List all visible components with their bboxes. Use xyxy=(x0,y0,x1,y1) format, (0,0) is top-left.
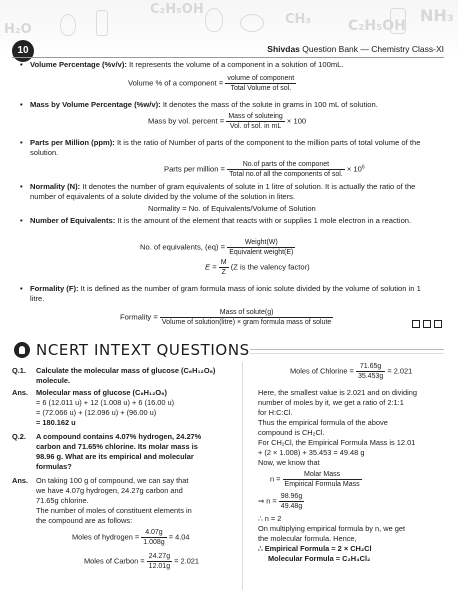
fraction: $\frac{98.96g}{49.48g}$ xyxy=(280,493,303,510)
paragraph: Here, the smallest value is 2.021 and on dividing number of moles by it, we get a ratio of 2:1:1 for H:C:Cl. Thus the empirical formula of the above compound is CH₂Cl. For CH₂Cl, the Empirical Formula Mass is 12.01 + (2 × 1.008) + 35.453 = 49.48 g Now, we know that xyxy=(258,388,417,467)
section-rule xyxy=(250,349,444,350)
page-number: 10 xyxy=(12,40,34,62)
fraction: $\frac{4.07g}{1.008g}$ xyxy=(143,529,165,546)
term: Normality (N): xyxy=(30,182,81,191)
equation: n = $\frac{\text{Molar Mass}}{\text{Empirical Formula Mass}}$ xyxy=(270,471,360,488)
header-decoration: H₂O xyxy=(4,22,32,37)
term: Parts per Million (ppm): xyxy=(30,138,115,147)
test-tube-icon xyxy=(390,8,406,34)
result: ∴ n = 2 xyxy=(258,514,282,523)
term: Formality (F): xyxy=(30,284,79,293)
term: Mass by Volume Percentage (%w/v): xyxy=(30,100,161,109)
right-column xyxy=(258,362,450,564)
def-equivalents: • Number of Equivalents: It is the amount of the element that reacts with or supplies 1 mole electron in a reaction. xyxy=(20,216,412,225)
answer-label: Ans. xyxy=(12,476,29,485)
equation: E = $\frac{M}{Z}$ (Z is the valency factor) xyxy=(205,259,310,276)
equation: ⇒ n = $\frac{98.96g}{49.48g}$ xyxy=(258,493,303,510)
section-rule xyxy=(250,353,444,354)
column-divider xyxy=(242,362,243,590)
answer-1: Ans. Molecular mass of glucose (C₆H₁₂O₆) = 6 (12.011 u) + 12 (1.008 u) + 6 (16.00 u) = (72.066 u) + (12.096 u) + (96.00 u) = 180.162 u xyxy=(12,388,175,427)
test-tube-icon xyxy=(96,10,108,36)
paragraph: On multiplying empirical formula by n, we get the molecular formula. Hence, xyxy=(258,524,406,543)
def-normality: • Normality (N): It denotes the number of gram equivalents of solute in 1 litre of solution. It is actually the ratio of the number of equivalents of a solute divided by the volume of the solution in liters. xyxy=(20,182,416,202)
def-volume-percentage: • Volume Percentage (%v/v): It represents the volume of a component in a solution of 100mL. xyxy=(20,60,344,69)
fraction: $\frac{\text{Mass of solute(g)}}{\text{Volume of solution(litre) × gram formula mass of solute}}$ xyxy=(161,309,332,326)
question-2 xyxy=(12,432,240,476)
def-ppm: • Parts per Million (ppm): It is the ratio of Number of parts of the component to the million parts of total volume of the solution. xyxy=(20,138,421,158)
fraction: $\frac{\text{No.of parts of the componet}}{\text{Total no.of all the components of sol.}}$ xyxy=(229,161,343,178)
flask-icon xyxy=(205,8,223,32)
fraction: $\frac{\text{Mass of soluteing}}{\text{Vol. of sol. in mL}}$ xyxy=(228,113,283,130)
definition-text: It is the ratio of Number of parts of the component to the million parts of total volume of the solution. xyxy=(30,138,421,158)
question-text: A compound contains 4.07% hydrogen, 24.27% carbon and 71.65% chlorine. Its molar mass is 98.96 g. What are its empirical and molecular formulas? xyxy=(36,432,202,471)
term: Number of Equivalents: xyxy=(30,216,116,225)
fraction: $\frac{\text{Molar Mass}}{\text{Empirical Formula Mass}}$ xyxy=(284,471,360,488)
definition-text: It represents the volume of a component in a solution of 100mL. xyxy=(129,60,344,69)
section-heading xyxy=(12,340,444,362)
question-label: Q.2. xyxy=(12,432,26,441)
end-marker-square xyxy=(412,320,420,328)
answer-label: Ans. xyxy=(12,388,29,397)
def-formality: • Formality (F): It is defined as the number of gram formula mass of ionic solute divided by the volume of solution in 1 litre. xyxy=(20,284,421,304)
fraction: $\frac{24.27g}{12.01g}$ xyxy=(148,553,171,570)
ncert-logo-icon xyxy=(14,342,30,358)
definition-text: It is the amount of the element that reacts with or supplies 1 mole electron in a reaction. xyxy=(117,216,412,225)
header-decoration: C₂H₅OH xyxy=(348,18,406,34)
fraction: $\frac{71.65g}{35.453g}$ xyxy=(357,363,384,380)
question-1 xyxy=(12,366,240,388)
def-mass-by-volume: • Mass by Volume Percentage (%w/v): It denotes the mass of the solute in grams in 100 mL of solution. xyxy=(20,100,378,109)
beaker-icon xyxy=(240,14,264,32)
left-column xyxy=(12,366,240,576)
header-decoration: C₂H₅OH xyxy=(150,2,204,17)
question-text: Calculate the molecular mass of glucose (C₆H₁₂O₆) molecule. xyxy=(36,366,216,385)
header-decoration: NH₃ xyxy=(420,6,454,25)
fraction: $\frac{M}{Z}$ xyxy=(220,259,227,276)
equation: Volume % of a component = $\frac{\text{volume of component}}{\text{Total Volume of sol.}}$ xyxy=(128,75,295,92)
question-label: Q.1. xyxy=(12,366,26,375)
equation: Formality = $\frac{\text{Mass of solute(g)}}{\text{Volume of solution(litre) × gram formula mass of solute}}$ xyxy=(120,309,332,326)
equation: Mass by vol. percent = $\frac{\text{Mass of soluteing}}{\text{Vol. of sol. in mL}}$ × 100 xyxy=(148,113,307,130)
equation: Moles of Carbon = $\frac{24.27g}{12.01g}$ = 2.021 xyxy=(84,553,200,570)
book-name: Shivdas xyxy=(267,44,300,54)
end-marker-square xyxy=(423,320,431,328)
equation: Moles of hydrogen = $\frac{4.07g}{1.008g}$ = 4.04 xyxy=(72,529,190,546)
end-marker-square xyxy=(434,320,442,328)
empirical-formula: ∴ Empirical Formula = 2 × CH₂Cl xyxy=(258,544,372,553)
molecular-formula: Molecular Formula = C₂H₄Cl₂ xyxy=(268,554,371,563)
answer-2: Ans. On taking 100 g of compound, we can say that we have 4.07g hydrogen, 24.27g carbon and 71.65g chlorine. The number of moles of constituent elements in the compound are as follows: xyxy=(12,476,192,525)
term: Volume Percentage (%v/v): xyxy=(30,60,127,69)
equation: Normality = No. of Equivalents/Volume of Solution xyxy=(148,204,316,213)
header-decoration: CH₃ xyxy=(285,12,312,27)
definition-text: It denotes the number of gram equivalents of solute in 1 litre of solution. It is actually the ratio of the number of equivalents of a solute divided by the volume of the solution in liters. xyxy=(30,182,416,202)
fraction: $\frac{\text{Weight(W)}}{\text{Equivalent weight(E)}}$ xyxy=(229,239,294,256)
book-subtitle: Question Bank — Chemistry Class-XI xyxy=(302,44,444,54)
definition-text: It denotes the mass of the solute in grams in 100 mL of solution. xyxy=(162,100,378,109)
equation: Moles of Chlorine = $\frac{71.65g}{35.453g}$ = 2.021 xyxy=(290,363,413,380)
equation: Parts per million = $\frac{\text{No.of parts of the componet}}{\text{Total no.of all the components of sol.}}$ × $10^6$ xyxy=(164,161,365,178)
equation: No. of equivalents, (eq) = $\frac{\text{Weight(W)}}{\text{Equivalent weight(E)}}$ xyxy=(140,239,294,256)
running-head xyxy=(267,44,444,54)
definition-text: It is defined as the number of gram formula mass of ionic solute divided by the volume of solution in 1 litre. xyxy=(30,284,421,304)
fraction: $\frac{\text{volume of component}}{\text{Total Volume of sol.}}$ xyxy=(227,75,295,92)
section-title: NCERT INTEXT QUESTIONS xyxy=(36,341,250,359)
header-rule xyxy=(12,57,444,58)
flask-icon xyxy=(60,14,76,36)
